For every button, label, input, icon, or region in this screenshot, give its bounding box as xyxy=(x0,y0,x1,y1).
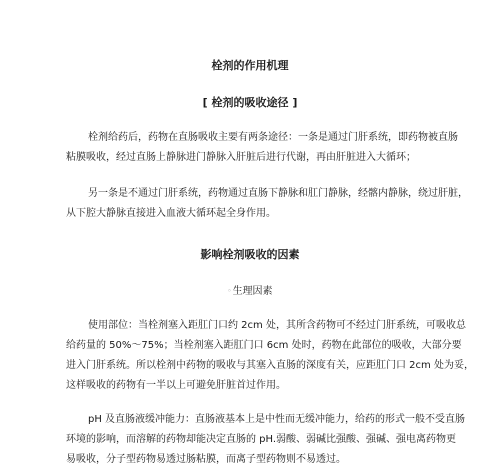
paragraph-line: pH 及直肠液缓冲能力：直肠液基本上是中性而无缓冲能力，给药的形式一般不受直肠 xyxy=(88,414,466,425)
subheading-physiological-factors xyxy=(0,283,500,300)
document-title: 栓剂的作用机理 xyxy=(211,59,289,72)
paragraph-line: 使用部位：当栓剂塞入距肛门口约 2cm 处，其所含药物可不经过门肝系统，可吸收总 xyxy=(88,320,466,331)
paragraph-line: 给药量的 50%～75%；当栓剂塞入距肛门口 6cm 处时，药物在此部位的吸收，大部分要 xyxy=(66,340,462,351)
paragraph-line: 环境的影响，而溶解的药物却能决定直肠的 pH.弱酸、弱碱比强酸、强碱、强电离药物更 xyxy=(66,434,457,445)
paragraph-route-two xyxy=(66,184,468,224)
paragraph-line: 栓剂给药后，药物在直肠吸收主要有两条途径：一条是通过门肝系统，即药物被直肠 xyxy=(88,132,458,143)
paragraph-line: 从下腔大静脉直接进入血液大循环起全身作用。 xyxy=(66,208,276,219)
paragraph-application-site xyxy=(66,316,474,396)
paragraph-line: 这样吸收的药物有一半以上可避免肝脏首过作用。 xyxy=(66,380,286,391)
paragraph-route-one xyxy=(66,128,458,168)
paragraph-ph-buffer xyxy=(66,410,466,470)
bullet-dot-icon: ◦ xyxy=(227,287,232,295)
paragraph-line: 易吸收，分子型药物易透过肠粘膜，而离子型药物则不易透过。 xyxy=(66,454,346,465)
paragraph-line: 粘膜吸收，经过直肠上静脉进门静脉入肝脏后进行代谢，再由肝脏进入大循环； xyxy=(66,152,416,163)
paragraph-line: 另一条是不通过门肝系统，药物通过直肠下静脉和肛门静脉，经髂内静脉，绕过肝脏， xyxy=(88,188,468,199)
paragraph-line: 进入门肝系统。所以栓剂中药物的吸收与其塞入直肠的深度有关，应距肛门口 2cm 处为妥， xyxy=(66,360,474,371)
section-heading-absorption-route: [ 栓剂的吸收途径 ] xyxy=(202,96,298,109)
section-heading-influencing-factors: 影响栓剂吸收的因素 xyxy=(200,248,300,261)
subheading-label: 生理因素 xyxy=(232,286,273,297)
